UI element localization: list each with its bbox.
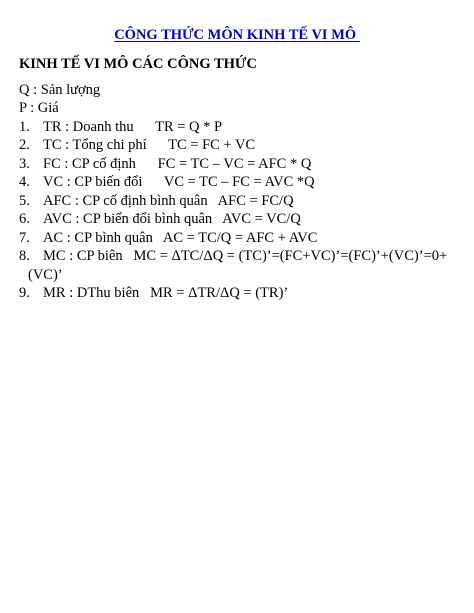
item-number: 1.	[19, 119, 30, 135]
section-heading: KINH TẾ VI MÔ CÁC CÔNG THỨC	[19, 56, 257, 72]
item-text: TC : Tổng chi phí TC = FC + VC	[43, 137, 256, 153]
definition-p: P : Giá	[19, 100, 59, 116]
item-text: MC : CP biên MC = ΔTC/ΔQ = (TC)’=(FC+VC)’=(FC)’+(VC)’=0+	[43, 248, 448, 264]
item-number: 4.	[19, 174, 30, 190]
formula-item-fc	[19, 155, 311, 173]
item-number: 8.	[19, 248, 30, 264]
item-text: FC : CP cố định FC = TC – VC = AFC * Q	[43, 156, 312, 172]
formula-item-mc-continuation: (VC)’	[28, 267, 63, 283]
item-text: AFC : CP cố định bình quân AFC = FC/Q	[43, 193, 294, 209]
formula-item-ac	[19, 229, 317, 247]
item-number: 2.	[19, 137, 30, 153]
item-number: 7.	[19, 230, 30, 246]
item-text: AVC : CP biến đổi bình quân AVC = VC/Q	[43, 211, 301, 227]
item-text: TR : Doanh thu TR = Q * P	[43, 119, 223, 135]
formula-item-afc	[19, 192, 294, 210]
item-text: VC : CP biến đổi VC = TC – FC = AVC *Q	[43, 174, 315, 190]
item-number: 5.	[19, 193, 30, 209]
formula-item-tr	[19, 118, 222, 136]
item-text: AC : CP bình quân AC = TC/Q = AFC + AVC	[43, 230, 318, 246]
definition-q: Q : Sản lượng	[19, 82, 101, 98]
item-text: MR : DThu biên MR = ΔTR/ΔQ = (TR)’	[43, 285, 289, 301]
formula-item-mc	[19, 247, 447, 265]
item-number: 3.	[19, 156, 30, 172]
formula-item-mr	[19, 284, 288, 302]
item-number: 9.	[19, 285, 30, 301]
formula-item-tc	[19, 136, 255, 154]
formula-item-avc	[19, 210, 301, 228]
formula-item-vc	[19, 173, 315, 191]
item-number: 6.	[19, 211, 30, 227]
document-title: CÔNG THỨC MÔN KINH TẾ VI MÔ	[114, 27, 360, 43]
